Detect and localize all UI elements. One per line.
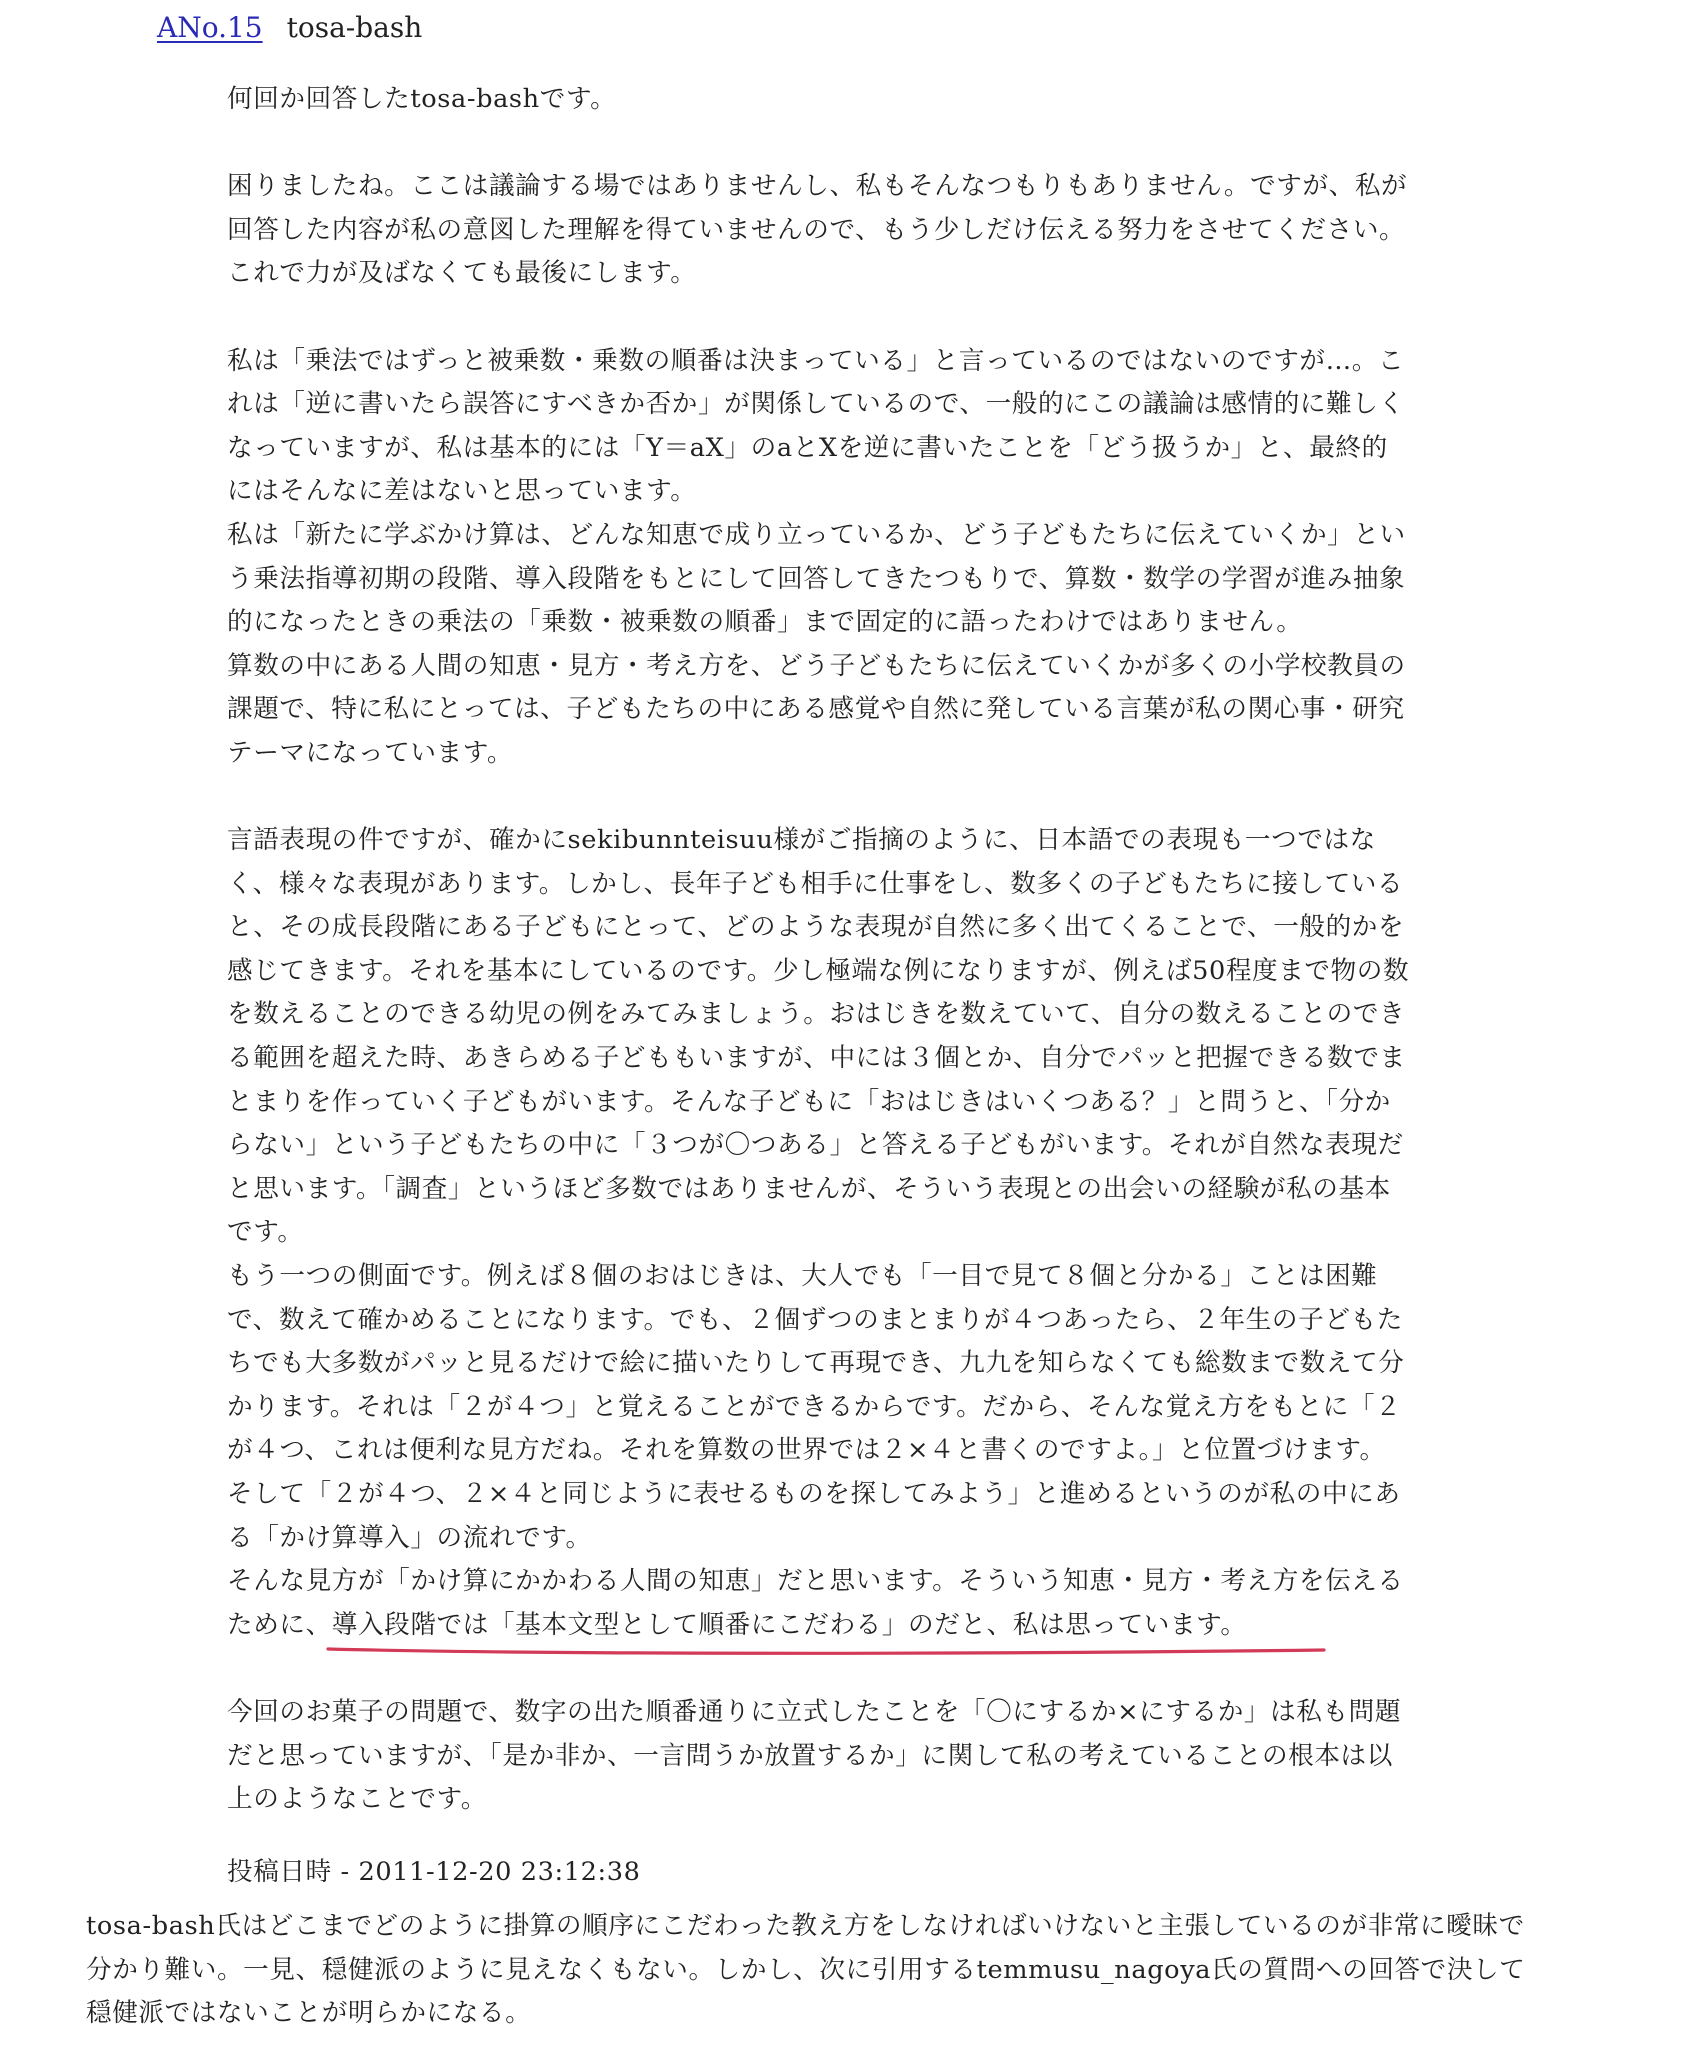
- line-prefix: ために、: [227, 1609, 332, 1640]
- text-line: 感じてきます。それを基本にしているのです。少し極端な例になりますが、例えば50程度まで物の数: [227, 955, 1410, 986]
- text-line: 分かり難い。一見、穏健派のように見えなくもない。しかし、次に引用するtemmusu_nagoya氏の質問への回答で決して: [86, 1954, 1526, 1985]
- text-line: かります。それは「２が４つ」と覚えることができるからです。だから、そんな覚え方をもとに「２: [227, 1391, 1402, 1422]
- text-line: を数えることのできる幼児の例をみてみましょう。おはじきを数えていて、自分の数えることのでき: [227, 999, 1406, 1030]
- text-line: なっていますが、私は基本的には「Y＝aX」のaとXを逆に書いたことを「どう扱うか」と、最終的: [227, 432, 1388, 463]
- quote-paragraph-4: [227, 819, 1507, 1647]
- text-line: れは「逆に書いたら誤答にすべきか否か」が関係しているので、一般的にこの議論は感情的に難しく: [227, 389, 1405, 420]
- text-line: 課題で、特に私にとっては、子どもたちの中にある感覚や自然に発している言葉が私の関心事・研究: [227, 694, 1405, 725]
- quoted-answer: [227, 78, 1507, 1894]
- text-line: そして「２が４つ、２×４と同じように表せるものを探してみよう」と進めるというのが私の中にあ: [227, 1479, 1401, 1509]
- text-line: テーマになっています。: [227, 737, 514, 768]
- quote-paragraph-2: [227, 165, 1507, 296]
- highlighted-sentence: [332, 1604, 1247, 1648]
- text-line: 穏健派ではないことが明らかになる。: [86, 1998, 532, 2029]
- text-line: これで力が及ばなくても最後にします。: [227, 258, 697, 289]
- text-line: 私は「乗法ではずっと被乗数・乗数の順番は決まっている」と言っているのではないのですが…。こ: [227, 345, 1405, 376]
- answer-number-link[interactable]: ANo.15: [157, 11, 263, 44]
- red-underline-mark: [326, 1645, 1326, 1657]
- commentary: [86, 1905, 1646, 2036]
- text-line: ちでも大多数がパッと見るだけで絵に描いたりして再現でき、九九を知らなくても総数まで数えて分: [227, 1348, 1405, 1379]
- text-line: 何回か回答したtosa-bashです。: [227, 84, 617, 114]
- text-line: と思います。「調査」というほど多数ではありませんが、そういう表現との出会いの経験が私の基本: [227, 1173, 1391, 1204]
- text-line: う乗法指導初期の段階、導入段階をもとにして回答してきたつもりで、算数・数学の学習が進み抽象: [227, 563, 1406, 594]
- text-line: る「かけ算導入」の流れです。: [227, 1522, 592, 1553]
- text-line: 私は「新たに学ぶかけ算は、どんな知恵で成り立っているか、どう子どもたちに伝えていくか」とい: [227, 519, 1406, 550]
- highlighted-text: 導入段階では「基本文型として順番にこだわる」のだと、私は思っています。: [331, 1609, 1247, 1640]
- text-line: く、様々な表現があります。しかし、長年子ども相手に仕事をし、数多くの子どもたちに接している: [227, 868, 1404, 899]
- text-line: にはそんなに差はないと思っています。: [227, 476, 697, 507]
- text-line: と、その成長段階にある子どもにとって、どのような表現が自然に多く出てくることで、一般的かを: [227, 912, 1405, 943]
- text-line: もう一つの側面です。例えば８個のおはじきは、大人でも「一目で見て８個と分かる」ことは困難: [227, 1261, 1378, 1292]
- text-line: tosa-bash氏はどこまでどのように掛算の順序にこだわった教え方をしなければいけないと主張しているのが非常に曖昧で: [86, 1911, 1525, 1941]
- text-line: 困りましたね。ここは議論する場ではありませんし、私もそんなつもりもありません。ですが、私が: [227, 171, 1408, 202]
- text-line: です。: [227, 1217, 304, 1248]
- answer-header: [157, 10, 422, 46]
- text-line: 算数の中にある人間の知恵・見方・考え方を、どう子どもたちに伝えていくかが多くの小学校教員の: [227, 650, 1406, 681]
- text-line: らない」という子どもたちの中に「３つが〇つある」と答える子どもがいます。それが自然な表現だ: [227, 1130, 1404, 1161]
- text-line: 上のようなことです。: [227, 1784, 487, 1815]
- commentary-paragraph: [86, 1905, 1646, 2036]
- text-line: とまりを作っていく子どもがいます。そんな子どもに「おはじきはいくつある？」と問うと、「分か: [227, 1086, 1391, 1117]
- text-line-underlined: [227, 1604, 1507, 1648]
- text-line: で、数えて確かめることになります。でも、２個ずつのまとまりが４つあったら、２年生の子どもた: [227, 1304, 1403, 1335]
- text-line: る範囲を超えた時、あきらめる子どももいますが、中には３個とか、自分でパッと把握できる数でま: [227, 1043, 1406, 1074]
- text-line: 的になったときの乗法の「乗数・被乗数の順番」まで固定的に語ったわけではありません。: [227, 607, 1303, 638]
- text-line: 回答した内容が私の意図した理解を得ていませんので、もう少しだけ伝える努力をさせてください。: [227, 214, 1406, 245]
- text-line: 今回のお菓子の問題で、数字の出た順番通りに立式したことを「〇にするか×にするか」は私も問題: [227, 1696, 1402, 1727]
- posted-timestamp: 投稿日時 - 2011-12-20 23:12:38: [227, 1856, 641, 1887]
- text-line: だと思っていますが、「是か非か、一言問うか放置するか」に関して私の考えていることの根本は以: [227, 1740, 1393, 1771]
- quote-paragraph-3: [227, 340, 1507, 776]
- text-line: が４つ、これは便利な見方だね。それを算数の世界では２×４と書くのですよ。」と位置づけます。: [227, 1435, 1386, 1466]
- answer-author: tosa-bash: [286, 11, 423, 44]
- quote-paragraph-1: [227, 78, 1507, 122]
- text-line: 言語表現の件ですが、確かにsekibunnteisuu様がご指摘のように、日本語での表現も一つではな: [227, 825, 1376, 856]
- quote-paragraph-5: [227, 1691, 1507, 1822]
- text-line: そんな見方が「かけ算にかかわる人間の知恵」だと思います。そういう知恵・見方・考え方を伝える: [227, 1566, 1404, 1597]
